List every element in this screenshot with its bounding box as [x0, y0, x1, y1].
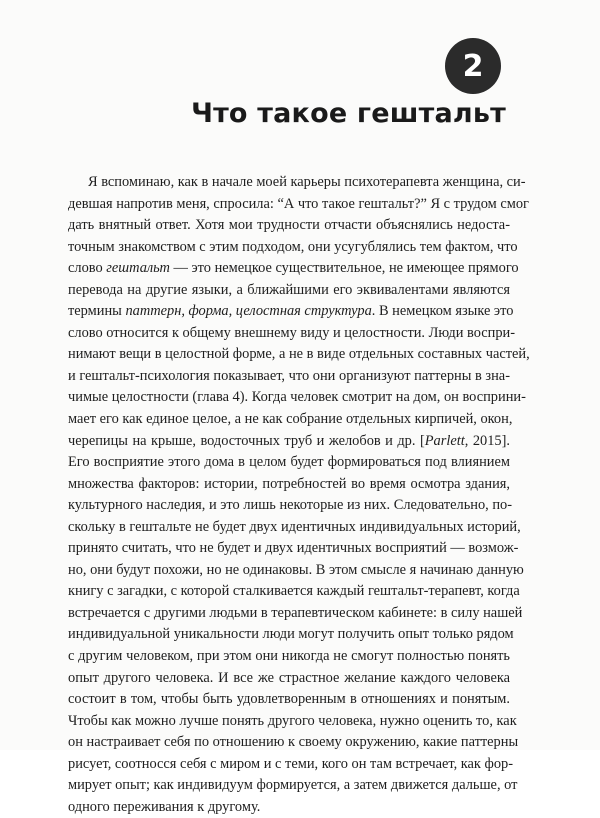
text-line: культурного наследия, и это лишь некоторые из них. Следовательно, по- — [68, 497, 513, 514]
text-line: индивидуальной уникальности люди могут получить опыт только рядом — [68, 626, 514, 643]
text-line: и гештальт-психология показывает, что они организуют паттерны в зна- — [68, 367, 510, 384]
text-line: одного переживания к другому. — [68, 798, 261, 815]
text-line: Его восприятие этого дома в целом будет формироваться под влиянием — [68, 454, 510, 471]
text-run: слово — [68, 260, 107, 277]
text-line: Я вспоминаю, как в начале моей карьеры психотерапевта женщина, си- — [88, 174, 526, 190]
italic-term: гештальт — [106, 260, 170, 277]
text-line: опыт другого человека. И все же страстное желание каждого человека — [68, 669, 510, 686]
text-run: . В немецком языке это — [371, 303, 514, 320]
text-run: термины — [68, 303, 126, 320]
text-run: — это немецкое существительное, не имеющее прямого — [169, 260, 519, 277]
text-line — [68, 258, 519, 280]
text-line: нимают вещи в целостной форме, а не в виде отдельных составных частей, — [68, 346, 530, 363]
text-line: дать внятный ответ. Хотя мои трудности отчасти объяснялись недоста- — [68, 217, 510, 234]
text-line: Чтобы как можно лучше понять другого человека, нужно оценить то, как — [68, 712, 517, 729]
text-line — [68, 301, 514, 323]
body-paragraph — [68, 172, 530, 818]
text-line: девшая напротив меня, спросила: “А что такое гештальт?” Я с трудом смог — [68, 195, 529, 212]
italic-citation: Parlett — [424, 432, 465, 449]
text-line: рисует, соотносся себя с миром и с теми, кого он там встречает, как фор- — [68, 755, 514, 772]
text-run: черепицы на крыше, водосточных труб и желобов и др. [ — [68, 432, 425, 449]
text-line: перевода на другие языки, а ближайшими его эквивалентами являются — [68, 281, 510, 298]
text-run: , 2015]. — [464, 432, 510, 449]
text-line: принято считать, что не будет и двух идентичных восприятий — возмож- — [68, 540, 519, 557]
text-line: слово относится к общему внешнему виду и целостности. Люди воспри- — [68, 324, 516, 341]
text-line: точным знакомством с этим подходом, они усугублялись тем фактом, что — [68, 238, 518, 255]
text-line: состоит в том, чтобы быть удовлетворенным в отношениях и понятым. — [68, 691, 510, 708]
text-line: но, они будут похожи, но не одинаковы. В этом смысле я начинаю данную — [68, 561, 524, 578]
chapter-title: Что такое гештальт — [191, 98, 506, 129]
text-line: мает его как единое целое, а не как собрание отдельных кирпичей, окон, — [68, 411, 513, 428]
text-line: книгу с загадки, с которой сталкивается каждый гештальт-терапевт, когда — [68, 583, 520, 600]
chapter-number: 2 — [462, 48, 484, 84]
text-line: он настраивает себя по отношению к своему окружению, какие паттерны — [68, 734, 519, 751]
text-line: чимые целостности (глава 4). Когда человек смотрит на дом, он восприни- — [68, 389, 526, 406]
text-line — [68, 431, 510, 453]
italic-term: паттерн, форма, целостная структура — [125, 303, 372, 320]
chapter-number-badge — [445, 38, 501, 94]
text-line: встречается с другими людьми в терапевтическом кабинете: в силу нашей — [68, 604, 523, 621]
text-line: мирует опыт; как индивидуум формируется, а затем движется дальше, от — [68, 777, 518, 794]
text-line: скольку в гештальте не будет двух идентичных индивидуальных историй, — [68, 518, 521, 535]
text-line: множества факторов: истории, потребностей во время осмотра здания, — [68, 475, 510, 492]
text-line: с другим человеком, при этом они никогда не смогут полностью понять — [68, 648, 510, 665]
